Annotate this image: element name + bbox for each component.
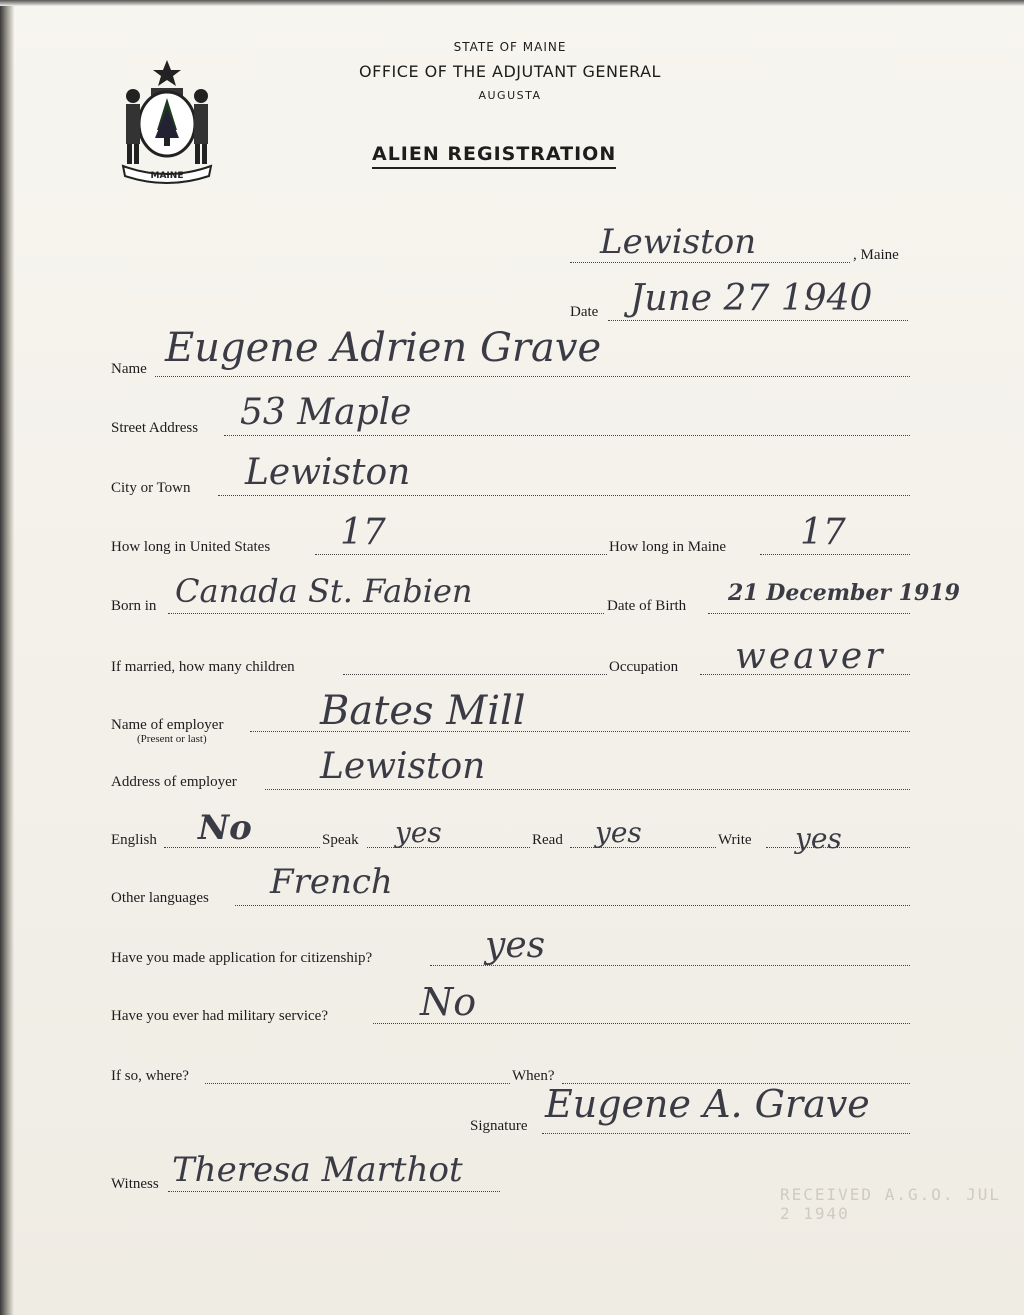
where-line: [205, 1083, 510, 1084]
town-line: [570, 262, 850, 263]
name-label: Name: [111, 361, 147, 377]
years-us-value: 17: [340, 512, 386, 553]
signature-label: Signature: [470, 1118, 528, 1134]
born-in-label: Born in: [111, 598, 157, 614]
born-in-line: [168, 613, 604, 614]
dob-value: 21 December 1919: [728, 580, 960, 606]
how-long-maine-line: [760, 554, 910, 555]
read-line: [570, 847, 716, 848]
scan-edge-top: [0, 0, 1024, 6]
occupation-value: weaver: [735, 636, 886, 677]
born-in-value: Canada St. Fabien: [175, 572, 473, 610]
married-label: If married, how many children: [111, 659, 295, 675]
where-label: If so, where?: [111, 1068, 189, 1084]
english-value: No: [198, 808, 252, 848]
city-label: City or Town: [111, 480, 191, 496]
citizenship-label: Have you made application for citizenship?: [111, 950, 373, 966]
citizenship-value: yes: [485, 925, 546, 966]
town-value: Lewiston: [600, 222, 757, 262]
other-languages-line: [235, 905, 910, 906]
married-line: [343, 674, 607, 675]
signature-value: Eugene A. Grave: [545, 1082, 870, 1126]
witness-line: [168, 1191, 500, 1192]
dob-label: Date of Birth: [607, 598, 687, 614]
date-value: June 27 1940: [630, 278, 873, 319]
write-label: Write: [718, 832, 752, 848]
maine-seal-icon: [113, 58, 221, 184]
employer-address-line: [265, 789, 910, 790]
how-long-us-label: How long in United States: [111, 539, 271, 555]
witness-label: Witness: [111, 1176, 159, 1192]
english-label: English: [111, 832, 157, 848]
maine-label: , Maine: [853, 247, 899, 263]
scan-edge-left: [0, 0, 14, 1315]
date-line: [608, 320, 908, 321]
seal-text: MAINE: [150, 171, 184, 181]
read-label: Read: [532, 832, 563, 848]
date-label: Date: [570, 304, 599, 320]
how-long-us-line: [315, 554, 607, 555]
street-line: [224, 435, 910, 436]
speak-label: Speak: [322, 832, 359, 848]
witness-value: Theresa Marthot: [172, 1150, 463, 1190]
write-value: yes: [795, 822, 842, 855]
form-title: ALIEN REGISTRATION: [372, 143, 616, 169]
employer-label: Name of employer: [111, 717, 224, 733]
signature-line: [542, 1133, 910, 1134]
dob-line: [708, 613, 910, 614]
years-maine-value: 17: [800, 512, 846, 553]
city-value: Lewiston: [245, 452, 411, 493]
street-label: Street Address: [111, 420, 199, 436]
name-value: Eugene Adrien Grave: [165, 325, 602, 371]
when-label: When?: [512, 1068, 555, 1084]
military-label: Have you ever had military service?: [111, 1008, 328, 1024]
street-value: 53 Maple: [240, 392, 412, 433]
speak-line: [367, 847, 530, 848]
name-line: [155, 376, 910, 377]
employer-address-value: Lewiston: [320, 746, 486, 787]
received-stamp: RECEIVED A.G.O. JUL 2 1940: [780, 1185, 1002, 1223]
military-value: No: [420, 980, 477, 1024]
other-languages-value: French: [270, 862, 393, 902]
read-value: yes: [595, 816, 642, 849]
city-heading: AUGUSTA: [478, 89, 542, 102]
office-heading: OFFICE OF THE ADJUTANT GENERAL: [359, 62, 661, 81]
employer-value: Bates Mill: [320, 688, 526, 734]
how-long-maine-label: How long in Maine: [609, 539, 727, 555]
employer-note: (Present or last): [137, 733, 207, 745]
occupation-label: Occupation: [609, 659, 679, 675]
state-heading: STATE OF MAINE: [453, 40, 567, 54]
city-line: [218, 495, 910, 496]
speak-value: yes: [395, 816, 442, 849]
other-languages-label: Other languages: [111, 890, 209, 906]
employer-address-label: Address of employer: [111, 774, 237, 790]
form-header: [300, 40, 720, 102]
